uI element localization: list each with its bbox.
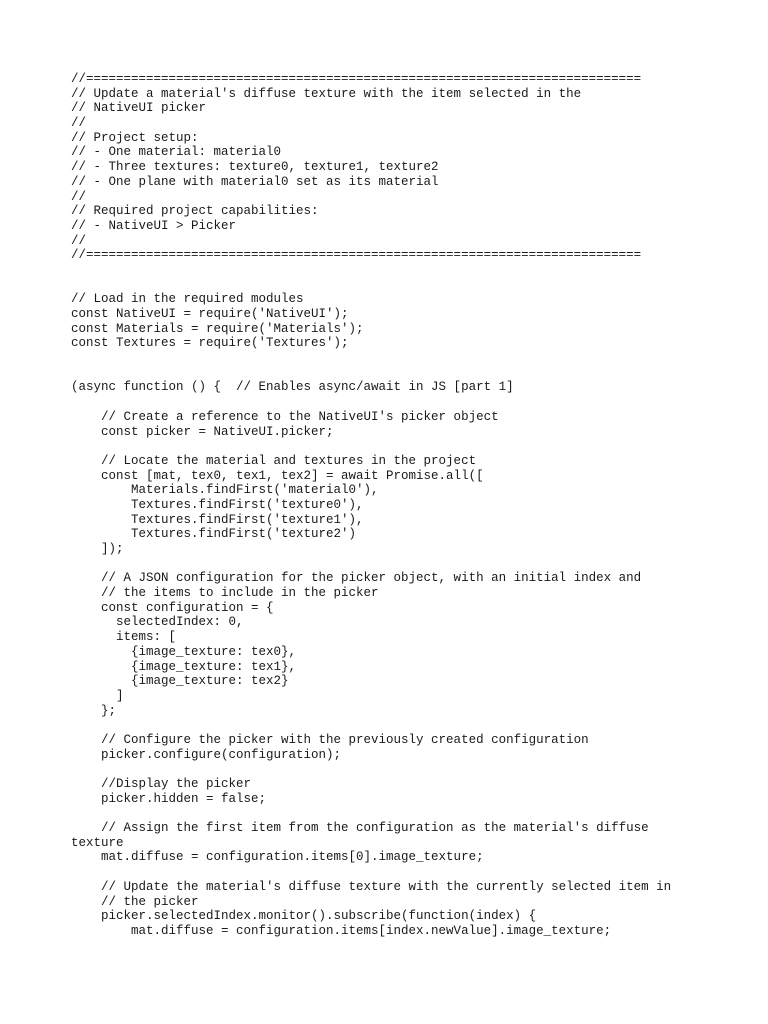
code-line: //	[71, 189, 87, 204]
code-line: // the picker	[71, 894, 199, 909]
code-line: Textures.findFirst('texture0'),	[71, 497, 364, 512]
code-line	[71, 439, 751, 454]
code-listing	[71, 72, 751, 939]
code-line	[71, 366, 751, 381]
code-line: // - One plane with material0 set as its material	[71, 174, 439, 189]
code-line: //	[71, 116, 87, 131]
code-line: // Assign the first item from the configuration as the material's diffuse	[71, 821, 649, 836]
code-line: picker.hidden = false;	[71, 791, 267, 806]
code-line: selectedIndex: 0,	[71, 615, 244, 630]
code-line: // Load in the required modules	[71, 292, 304, 307]
code-line: {image_texture: tex1},	[71, 659, 297, 674]
code-line: // Configure the picker with the previously created configuration	[71, 732, 589, 747]
code-line: Textures.findFirst('texture1'),	[71, 512, 364, 527]
code-line: // A JSON configuration for the picker object, with an initial index and	[71, 571, 642, 586]
code-line: texture	[71, 835, 124, 850]
code-line	[71, 806, 751, 821]
code-line: const picker = NativeUI.picker;	[71, 424, 334, 439]
code-line: {image_texture: tex0},	[71, 644, 297, 659]
code-line: const [mat, tex0, tex1, tex2] = await Promise.all([	[71, 468, 484, 483]
code-line: // Update a material's diffuse texture with the item selected in the	[71, 86, 582, 101]
code-line	[71, 263, 751, 278]
code-line: // Locate the material and textures in the project	[71, 453, 477, 468]
code-line: const Textures = require('Textures');	[71, 336, 349, 351]
code-line: items: [	[71, 630, 177, 645]
code-line: // Create a reference to the NativeUI's picker object	[71, 409, 499, 424]
code-line	[71, 395, 751, 410]
code-line	[71, 557, 751, 572]
code-line: Textures.findFirst('texture2')	[71, 527, 357, 542]
code-line: // - One material: material0	[71, 145, 282, 160]
code-line: const NativeUI = require('NativeUI');	[71, 307, 349, 321]
code-line: // - NativeUI > Picker	[71, 218, 237, 233]
code-line: //Display the picker	[71, 777, 252, 791]
code-line: mat.diffuse = configuration.items[0].image_texture;	[71, 850, 484, 865]
code-line: (async function () { // Enables async/await in JS [part 1]	[71, 380, 514, 395]
code-line: // the items to include in the picker	[71, 586, 379, 601]
code-line: ]);	[71, 542, 124, 556]
code-line: //	[71, 233, 87, 248]
code-line	[71, 762, 751, 777]
code-line: picker.configure(configuration);	[71, 747, 342, 762]
code-line: // Update the material's diffuse texture with the currently selected item in	[71, 879, 672, 894]
code-line: mat.diffuse = configuration.items[index.newValue].image_texture;	[71, 923, 612, 938]
code-line: // Required project capabilities:	[71, 204, 319, 219]
code-line: // NativeUI picker	[71, 101, 207, 116]
code-line	[71, 351, 751, 366]
code-line: const Materials = require('Materials');	[71, 321, 364, 336]
code-line: Materials.findFirst('material0'),	[71, 483, 379, 498]
code-line: //==========================================================================	[71, 72, 642, 86]
code-line	[71, 718, 751, 733]
code-line: //==========================================================================	[71, 248, 642, 263]
code-line: ]	[71, 688, 124, 703]
code-line: const configuration = {	[71, 600, 274, 615]
code-line: {image_texture: tex2}	[71, 674, 289, 689]
code-line	[71, 865, 751, 880]
code-line	[71, 278, 751, 293]
code-line: // - Three textures: texture0, texture1, texture2	[71, 160, 439, 175]
code-line: };	[71, 703, 117, 718]
code-line: // Project setup:	[71, 130, 199, 145]
code-line: picker.selectedIndex.monitor().subscribe(function(index) {	[71, 909, 537, 924]
